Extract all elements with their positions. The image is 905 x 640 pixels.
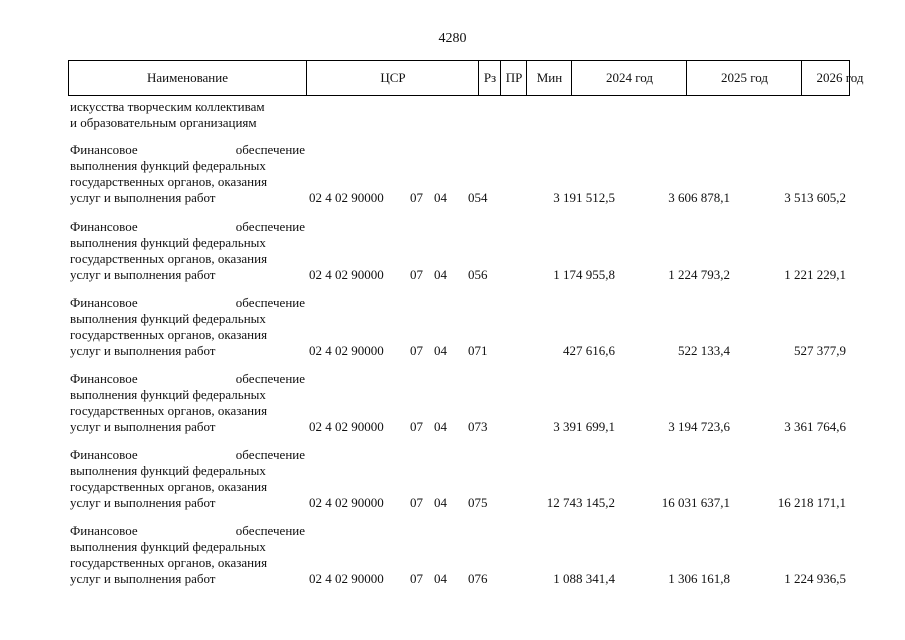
- row-name-line: услуг и выполнения работ: [70, 571, 216, 586]
- row-name-line: выполнения функций федеральных: [70, 235, 266, 250]
- row-name-word: обеспечение: [235, 142, 305, 157]
- header-pr: ПР: [500, 61, 527, 95]
- row-name-word: обеспечение: [235, 447, 305, 462]
- row-name-line: услуг и выполнения работ: [70, 419, 216, 434]
- row-2026: 16 218 171,1: [777, 495, 846, 510]
- row-min: 076: [468, 571, 488, 586]
- row-2025: 1 224 793,2: [668, 267, 730, 282]
- row-name-line: выполнения функций федеральных: [70, 463, 266, 478]
- header-2026-label: 2026 год: [816, 70, 864, 85]
- row-2024: 3 391 699,1: [553, 419, 615, 434]
- row-rz: 07: [410, 267, 423, 282]
- row-name-line: услуг и выполнения работ: [70, 495, 216, 510]
- row-csr: 02 4 02 90000: [309, 267, 384, 282]
- row-2025: 16 031 637,1: [661, 495, 730, 510]
- row-name-line: государственных органов, оказания: [70, 251, 268, 266]
- row-csr: 02 4 02 90000: [309, 495, 384, 510]
- row-2025: 522 133,4: [678, 343, 730, 358]
- row-pr: 04: [434, 343, 447, 358]
- row-name: [70, 142, 305, 206]
- table-row: [0, 447, 905, 519]
- row-name-line: [70, 142, 305, 158]
- row-name-line: государственных органов, оказания: [70, 479, 268, 494]
- header-csr: ЦСР: [306, 61, 479, 95]
- row-name: [70, 219, 305, 283]
- row-2026: 1 224 936,5: [784, 571, 846, 586]
- row-csr: 02 4 02 90000: [309, 571, 384, 586]
- table-row: [0, 523, 905, 595]
- row-pr: 04: [434, 267, 447, 282]
- header-2026: [801, 61, 864, 95]
- row-name-line: услуг и выполнения работ: [70, 343, 216, 358]
- row-name-word: Финансовое: [70, 142, 138, 157]
- row-name-line: [70, 295, 305, 311]
- row-min: 075: [468, 495, 488, 510]
- row-name-line: государственных органов, оказания: [70, 403, 268, 418]
- row-pr: 04: [434, 190, 447, 205]
- row-pr: 04: [434, 419, 447, 434]
- row-name-line: [70, 371, 305, 387]
- row-name-word: обеспечение: [235, 523, 305, 538]
- row-name-word: Финансовое: [70, 295, 138, 310]
- table-row: [0, 371, 905, 443]
- header-min: Мин: [526, 61, 572, 95]
- row-name-line: государственных органов, оказания: [70, 174, 268, 189]
- row-csr: 02 4 02 90000: [309, 343, 384, 358]
- row-2025: 3 194 723,6: [668, 419, 730, 434]
- row-rz: 07: [410, 190, 423, 205]
- row-name-word: обеспечение: [235, 219, 305, 234]
- row-name-word: Финансовое: [70, 523, 138, 538]
- header-2025: 2025 год: [686, 61, 802, 95]
- table-row: [0, 295, 905, 367]
- row-name-line: выполнения функций федеральных: [70, 539, 266, 554]
- row-csr: 02 4 02 90000: [309, 190, 384, 205]
- row-name-line: [70, 447, 305, 463]
- row-min: 054: [468, 190, 488, 205]
- row-rz: 07: [410, 495, 423, 510]
- row-name-line: выполнения функций федеральных: [70, 387, 266, 402]
- continuation-line: искусства творческим коллективам: [70, 99, 265, 114]
- row-2026: 3 513 605,2: [784, 190, 846, 205]
- row-name: [70, 371, 305, 435]
- row-min: 056: [468, 267, 488, 282]
- header-2024: 2024 год: [571, 61, 687, 95]
- header-rz: Рз: [478, 61, 501, 95]
- row-2024: 1 174 955,8: [553, 267, 615, 282]
- row-name-line: государственных органов, оказания: [70, 327, 268, 342]
- header-name: Наименование: [147, 70, 228, 85]
- row-name-line: услуг и выполнения работ: [70, 190, 216, 205]
- row-name-line: услуг и выполнения работ: [70, 267, 216, 282]
- row-2024: 12 743 145,2: [546, 495, 615, 510]
- row-name: [70, 295, 305, 359]
- row-rz: 07: [410, 419, 423, 434]
- page-number: 4280: [438, 31, 467, 46]
- row-name-word: Финансовое: [70, 447, 138, 462]
- row-name: [70, 523, 305, 587]
- row-min: 071: [468, 343, 488, 358]
- row-pr: 04: [434, 495, 447, 510]
- row-name-line: государственных органов, оказания: [70, 555, 268, 570]
- row-name-line: выполнения функций федеральных: [70, 311, 266, 326]
- table-row: [0, 142, 905, 214]
- row-name-word: обеспечение: [235, 295, 305, 310]
- table-header: [68, 60, 864, 96]
- row-name-line: [70, 219, 305, 235]
- row-2025: 3 606 878,1: [668, 190, 730, 205]
- row-2025: 1 306 161,8: [668, 571, 730, 586]
- row-rz: 07: [410, 343, 423, 358]
- row-name-word: обеспечение: [235, 371, 305, 386]
- table-row: [0, 219, 905, 291]
- continuation-text: [70, 99, 265, 131]
- row-min: 073: [468, 419, 488, 434]
- row-name-word: Финансовое: [70, 219, 138, 234]
- row-2024: 1 088 341,4: [553, 571, 615, 586]
- row-2024: 427 616,6: [563, 343, 615, 358]
- row-pr: 04: [434, 571, 447, 586]
- row-csr: 02 4 02 90000: [309, 419, 384, 434]
- row-2026: 527 377,9: [794, 343, 846, 358]
- row-name-word: Финансовое: [70, 371, 138, 386]
- row-rz: 07: [410, 571, 423, 586]
- row-name-line: [70, 523, 305, 539]
- continuation-line: и образовательным организациям: [70, 115, 257, 130]
- row-name-line: выполнения функций федеральных: [70, 158, 266, 173]
- row-2026: 3 361 764,6: [784, 419, 846, 434]
- row-2026: 1 221 229,1: [784, 267, 846, 282]
- row-2024: 3 191 512,5: [553, 190, 615, 205]
- row-name: [70, 447, 305, 511]
